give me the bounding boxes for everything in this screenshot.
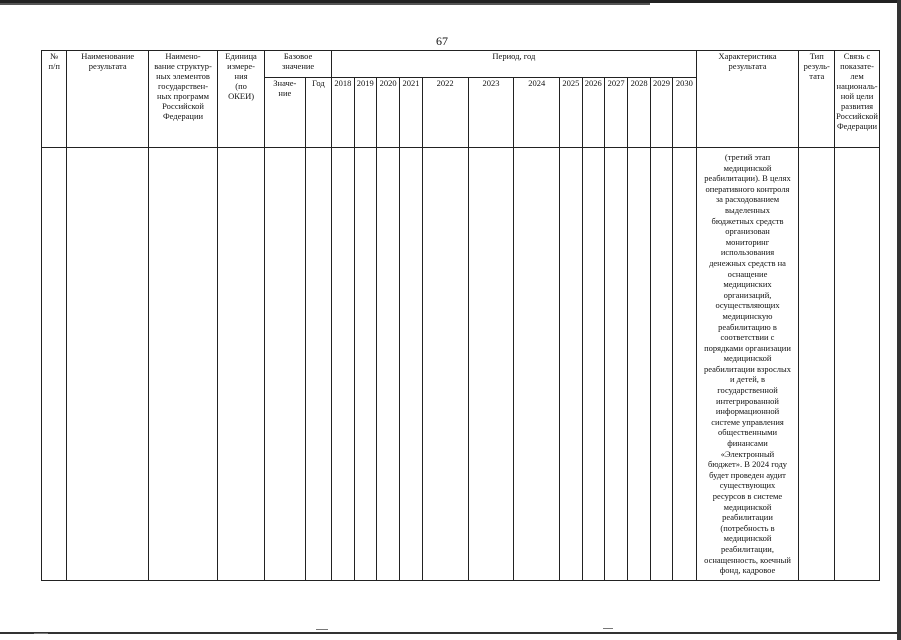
scan-edge-bottom: [0, 632, 901, 634]
cell-unit: [218, 148, 265, 581]
scan-edge-top-shadow: [0, 3, 650, 5]
col-header-year: 2018: [332, 78, 354, 148]
results-table: [41, 50, 880, 581]
col-header-unit: Единица измере- ния (по ОКЕИ): [218, 51, 265, 148]
cell-year-value: [354, 148, 376, 581]
scan-edge-right: [897, 0, 901, 640]
col-header-year: 2028: [628, 78, 650, 148]
col-header-year: 2020: [376, 78, 399, 148]
cell-base-value: [264, 148, 305, 581]
scan-speck: [603, 628, 613, 629]
header-row-top: [42, 51, 880, 78]
scan-speck: [316, 629, 328, 630]
cell-year-value: [422, 148, 468, 581]
table-row: [42, 148, 880, 581]
scan-speck: [34, 633, 48, 634]
col-header-year: 2023: [468, 78, 514, 148]
col-header-year: 2029: [650, 78, 672, 148]
col-header-year: 2019: [354, 78, 376, 148]
col-header-year: 2027: [604, 78, 627, 148]
col-header-year: 2022: [422, 78, 468, 148]
col-header-year: 2025: [560, 78, 582, 148]
col-header-base-value-year: Год: [305, 78, 331, 148]
cell-year-value: [468, 148, 514, 581]
cell-year-value: [400, 148, 422, 581]
cell-characteristic: [696, 148, 799, 581]
cell-base-year: [305, 148, 331, 581]
col-header-type: Тип резуль- тата: [799, 51, 835, 148]
col-header-base-value: Базовое значение: [264, 51, 331, 78]
cell-year-value: [376, 148, 399, 581]
cell-year-value: [673, 148, 696, 581]
cell-year-value: [604, 148, 627, 581]
col-header-result-name: Наименование результата: [67, 51, 148, 148]
cell-year-value: [582, 148, 604, 581]
cell-year-value: [628, 148, 650, 581]
col-header-base-value-value: Значе- ние: [264, 78, 305, 148]
col-header-year: 2024: [514, 78, 560, 148]
cell-result-name: [67, 148, 148, 581]
cell-year-value: [514, 148, 560, 581]
cell-number: [42, 148, 67, 581]
characteristic-text: (третий этап медицинской реабилитации). В целях оперативного контроля за расходованием выделенных бюджетных средств организован мониторинг использования денежных средств на оснащение медицинских организаций, осуществляющих медицинскую реабилитацию в соответствии с порядками организации медицинской реабилитации взрослых и детей, в государственной интегрированной информационной системе управления общественными финансами «Электронный бюджет». В 2024 году будет проведен аудит существующих ресурсов в системе медицинской реабилитации (потребность в медицинской реабилитации, оснащенность, коечный фонд, кадровое: [704, 152, 791, 576]
cell-year-value: [560, 148, 582, 581]
col-header-year: 2026: [582, 78, 604, 148]
cell-year-value: [650, 148, 672, 581]
page-number: 67: [436, 34, 448, 48]
cell-national-goal-link: [835, 148, 880, 581]
col-header-year: 2021: [400, 78, 422, 148]
col-header-number: № п/п: [42, 51, 67, 148]
col-header-characteristic: Характеристика результата: [696, 51, 799, 148]
col-header-year: 2030: [673, 78, 696, 148]
cell-structural-elements: [148, 148, 217, 581]
col-header-structural-elements: Наимено- вание структур- ных элементов государствен- ных программ Российской Федерации: [148, 51, 217, 148]
cell-type: [799, 148, 835, 581]
col-header-national-goal-link: Связь с показате- лем националь- ной цели развития Российской Федерации: [835, 51, 880, 148]
cell-year-value: [332, 148, 354, 581]
col-header-period: Период, год: [332, 51, 696, 78]
